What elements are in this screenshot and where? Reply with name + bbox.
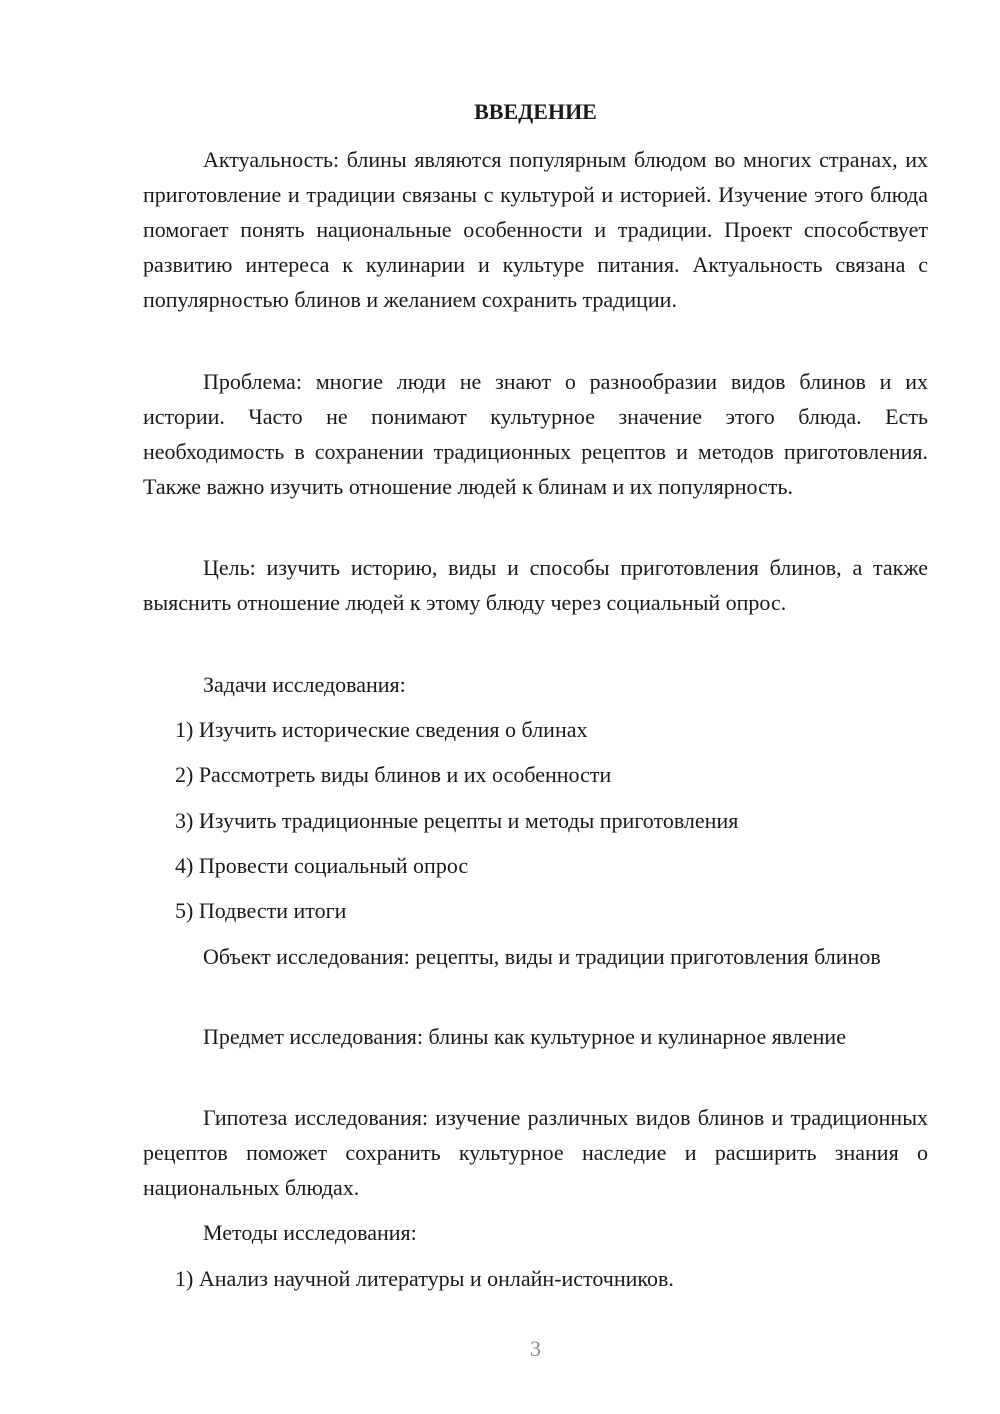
task-item-2: 2) Рассмотреть виды блинов и их особенности [175, 762, 612, 787]
task-item-1: 1) Изучить исторические сведения о блинах [175, 717, 588, 742]
method-item-1: 1) Анализ научной литературы и онлайн-источников. [175, 1266, 674, 1291]
goal-paragraph: Цель: изучить историю, виды и способы приготовления блинов, а также выяснить отношение людей к этому блюду через социальный опрос. [143, 555, 928, 615]
section-title: ВВЕДЕНИЕ [474, 99, 597, 124]
object-paragraph: Объект исследования: рецепты, виды и традиции приготовления блинов [203, 944, 881, 969]
problem-paragraph: Проблема: многие люди не знают о разнообразии видов блинов и их истории. Часто не понимают культурное значение этого блюда. Есть необходимость в сохранении традиционных рецептов и методов приготовления. Также важно изучить отношение людей к блинам и их популярность. [143, 369, 928, 499]
task-item-5: 5) Подвести итоги [175, 898, 347, 923]
relevance-paragraph: Актуальность: блины являются популярным блюдом во многих странах, их приготовление и традиции связаны с культурой и историей. Изучение этого блюда помогает понять национальные особенности и традиции. Проект способствует развитию интереса к кулинарии и культуре питания. Актуальность связана с популярностью блинов и желанием сохранить традиции. [143, 147, 928, 312]
hypothesis-paragraph: Гипотеза исследования: изучение различных видов блинов и традиционных рецептов поможет сохранить культурное наследие и расширить знания о национальных блюдах. [143, 1105, 928, 1200]
document-page [143, 0, 928, 1414]
task-item-4: 4) Провести социальный опрос [175, 853, 469, 878]
methods-heading: Методы исследования: [203, 1220, 417, 1245]
page-number: 3 [530, 1336, 541, 1361]
tasks-heading: Задачи исследования: [203, 672, 406, 697]
task-item-3: 3) Изучить традиционные рецепты и методы приготовления [175, 808, 739, 833]
subject-paragraph: Предмет исследования: блины как культурное и кулинарное явление [203, 1024, 846, 1049]
